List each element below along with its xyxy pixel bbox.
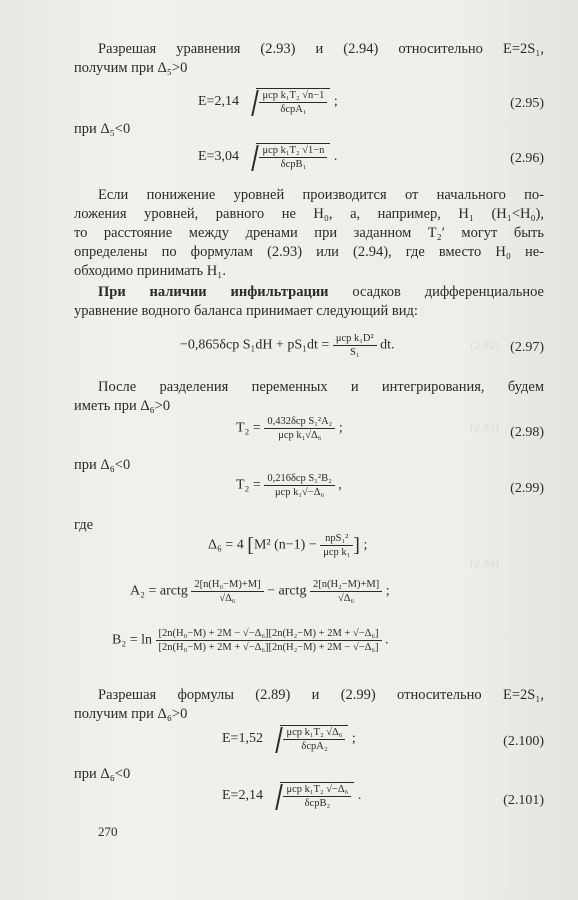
equation-delta6: Δ₆ = 4 [M² (n−1) − $\frac{\text{npS₁²}}{\text{μcp k₁}}$ ] ; — [208, 533, 368, 558]
equation-a2: A₂ = arctg $\frac{\text{2[n(H₀−M)+M]}}{\text{√Δ₆}}$ − arctg $\frac{\text{2[n(H₂−M)+M]}}{\text{√Δ₆}}$ ; — [130, 579, 390, 604]
page-number: 270 — [98, 824, 118, 839]
text-line: получим при Δ₆>0 — [74, 706, 188, 722]
equation-2-100: E=1,52 $\frac{\text{μcp k₁T₂ √Δ₆}}{\text{δcpA₂}}$ ; — [222, 727, 356, 752]
text-line: где — [74, 517, 94, 533]
equation-number: (2.96) — [510, 151, 544, 166]
equation-b2: B₂ = ln $\frac{\text{[2n(H₀−M) + 2M − √−Δ₆][2n(H₂−M) + 2M + √−Δ₆]}}{\text{[2n(H₀−M) + 2M + √−Δ₆][2n(H₂−M) + 2M − √−Δ₆]}}$ . — [112, 628, 389, 653]
text-line: ложения уровней, равного не H₀, а, например, H₁ (H₁<H₀), — [74, 206, 544, 222]
show-through-text: (2.94) — [470, 556, 499, 570]
show-through-text: (2.93) — [470, 420, 499, 434]
text-line: при Δ₅<0 — [74, 121, 131, 137]
equation-number: (2.95) — [510, 96, 544, 111]
text-line: Если понижение уровней производится от начального по- — [98, 187, 544, 203]
text-line: при Δ₆<0 — [74, 766, 131, 782]
show-through-text: (2.92) — [470, 338, 499, 352]
equation-number: (2.97) — [510, 340, 544, 355]
text-line: при Δ₆<0 — [74, 457, 131, 473]
text-line: Разрешая уравнения (2.93) и (2.94) относительно E=2S₁, — [98, 41, 544, 57]
equation-number: (2.99) — [510, 481, 544, 496]
text-line: обходимо принимать H₁. — [74, 263, 226, 279]
text-line: то расстояние между дренами при заданном T₂′ могут быть — [74, 225, 544, 241]
equation-2-95: E=2,14 $\frac{\text{μcp k₁T₂ √n−1}}{\text{δcpA₁}}$ ; — [198, 90, 338, 115]
equation-2-97: −0,865δcp S₁dH + pS₁dt = $\frac{\text{μcp k₁D²}}{\text{S₁}}$ dt. — [180, 333, 395, 358]
equation-2-101: E=2,14 $\frac{\text{μcp k₁T₂ √−Δ₆}}{\text{δcpB₂}}$ . — [222, 784, 362, 809]
text-line: определены по формулам (2.93) или (2.94), где вместо H₀ не- — [74, 244, 544, 260]
equation-2-96: E=3,04 $\frac{\text{μcp k₁T₂ √1−n}}{\text{δcpB₁}}$ . — [198, 145, 338, 170]
equation-2-98: T₂ = $\frac{\text{0,432δcp S₁²A₂}}{\text{μcp k₁√Δ₆}}$ ; — [236, 416, 343, 441]
text-line: Разрешая формулы (2.89) и (2.99) относительно E=2S₁, — [98, 687, 544, 703]
text-line: получим при Δ₅>0 — [74, 60, 188, 76]
equation-number: (2.98) — [510, 425, 544, 440]
equation-2-99: T₂ = $\frac{\text{0,216δcp S₁²B₂}}{\text{μcp k₁√−Δ₆}}$ , — [236, 473, 342, 498]
text-line: уравнение водного баланса принимает следующий вид: — [74, 303, 418, 319]
equation-number: (2.100) — [503, 734, 544, 749]
equation-number: (2.101) — [503, 793, 544, 808]
text-line: иметь при Δ₆>0 — [74, 398, 171, 414]
bold-phrase: При наличии инфильтрации — [98, 284, 329, 300]
text-line: После разделения переменных и интегрирования, будем — [98, 379, 544, 395]
text-line: При наличии инфильтрации осадков дифференциальное — [98, 284, 544, 300]
